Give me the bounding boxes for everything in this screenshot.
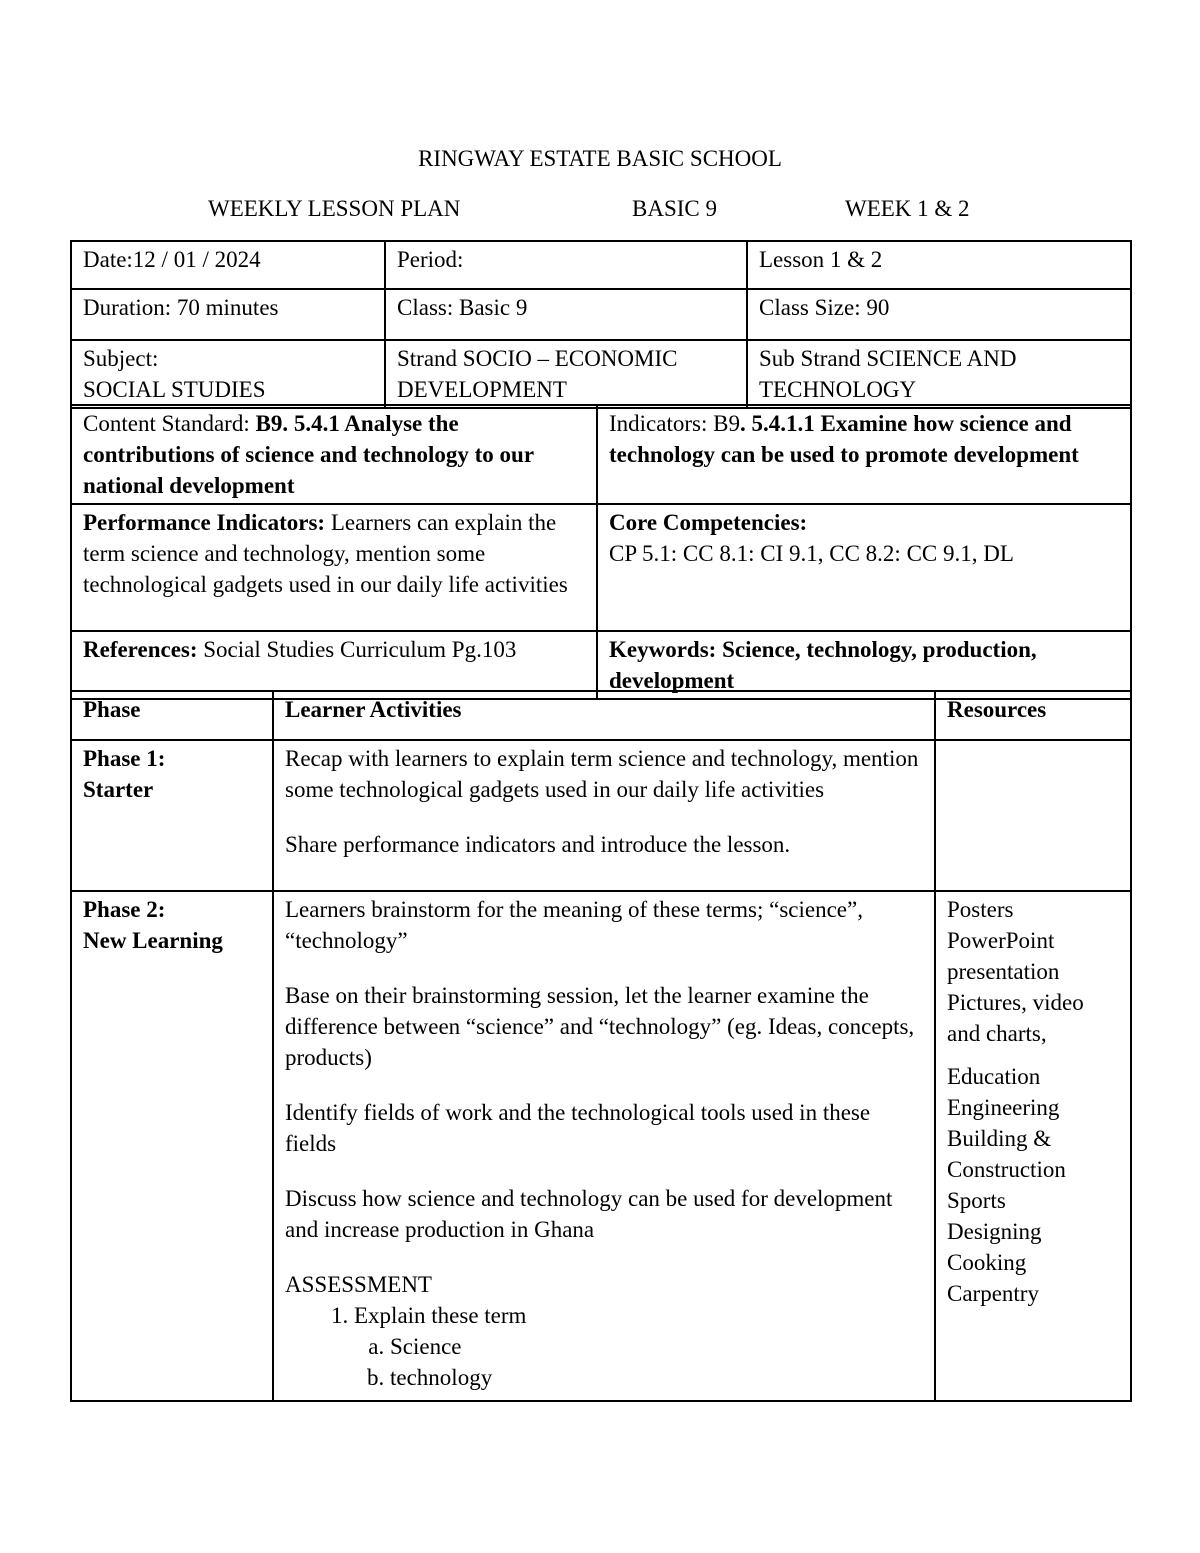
date-cell: Date:12 / 01 / 2024 bbox=[71, 241, 385, 289]
core-competencies-label: Core Competencies: bbox=[609, 510, 808, 535]
references-cell bbox=[71, 631, 597, 699]
resource-item: Building & Construction bbox=[947, 1126, 1066, 1182]
references-label: References: bbox=[83, 637, 198, 662]
plan-title: WEEKLY LESSON PLAN bbox=[208, 196, 461, 221]
resource-item: Posters bbox=[947, 897, 1014, 922]
activities-header: Learner Activities bbox=[273, 691, 935, 740]
phase2-activity: Discuss how science and technology can be used for development and increase production in Ghana bbox=[285, 1186, 893, 1242]
lesson-cell: Lesson 1 & 2 bbox=[747, 241, 1131, 289]
indicators-cell bbox=[597, 405, 1131, 504]
standards-table bbox=[70, 404, 1132, 700]
phase2-subtitle: New Learning bbox=[83, 928, 223, 953]
core-competencies-cell bbox=[597, 504, 1131, 631]
assessment-list bbox=[285, 1300, 924, 1393]
class-cell: Class: Basic 9 bbox=[385, 289, 747, 340]
subject-label: Subject: bbox=[83, 346, 159, 371]
performance-indicators-cell bbox=[71, 504, 597, 631]
phase2-cell bbox=[71, 891, 273, 1401]
phase1-cell bbox=[71, 740, 273, 891]
phase2-activities-cell bbox=[273, 891, 935, 1401]
phase1-subtitle: Starter bbox=[83, 777, 154, 802]
phase2-activity: Learners brainstorm for the meaning of these terms; “science”, “technology” bbox=[285, 897, 863, 953]
content-standard-cell bbox=[71, 405, 597, 504]
period-cell: Period: bbox=[385, 241, 747, 289]
assessment-question-text: Explain these term bbox=[354, 1303, 527, 1328]
phase1-title: Phase 1: bbox=[83, 746, 166, 771]
resource-item: PowerPoint presentation bbox=[947, 928, 1060, 984]
phase1-resources-cell bbox=[935, 740, 1131, 891]
resources-header: Resources bbox=[935, 691, 1131, 740]
phase2-activity: Identify fields of work and the technological tools used in these fields bbox=[285, 1100, 871, 1156]
content-standard-value: B9. 5.4.1 Analyse the contributions of science and technology to our national development bbox=[83, 411, 534, 498]
strand-cell: Strand SOCIO – ECONOMIC DEVELOPMENT bbox=[385, 340, 747, 408]
resource-item: Carpentry bbox=[947, 1281, 1039, 1306]
content-standard-label: Content Standard: bbox=[83, 411, 256, 436]
assessment-subitem: b. technology bbox=[390, 1362, 924, 1393]
resource-item: Engineering bbox=[947, 1095, 1060, 1120]
phase-header: Phase bbox=[71, 691, 273, 740]
assessment-question bbox=[354, 1300, 924, 1393]
class-size-cell: Class Size: 90 bbox=[747, 289, 1131, 340]
duration-cell: Duration: 70 minutes bbox=[71, 289, 385, 340]
phase2-resources-cell bbox=[935, 891, 1131, 1401]
plan-class: BASIC 9 bbox=[632, 196, 717, 221]
phases-table bbox=[70, 690, 1132, 1402]
assessment-subitem: a. Science bbox=[390, 1331, 924, 1362]
phase1-activity: Share performance indicators and introduce the lesson. bbox=[285, 832, 791, 857]
phase1-activities-cell bbox=[273, 740, 935, 891]
phase1-activity: Recap with learners to explain term science and technology, mention some technological gadgets used in our daily life activities bbox=[285, 746, 919, 802]
phase2-title: Phase 2: bbox=[83, 897, 166, 922]
subject-cell bbox=[71, 340, 385, 408]
performance-indicators-label: Performance Indicators: bbox=[83, 510, 326, 535]
plan-week: WEEK 1 & 2 bbox=[845, 196, 970, 221]
references-value: Social Studies Curriculum Pg.103 bbox=[197, 637, 517, 662]
sub-strand-cell: Sub Strand SCIENCE AND TECHNOLOGY bbox=[747, 340, 1131, 408]
school-name: RINGWAY ESTATE BASIC SCHOOL bbox=[418, 146, 782, 171]
indicators-label: Indicators: B9 bbox=[609, 411, 740, 436]
resource-item: Education bbox=[947, 1064, 1041, 1089]
indicators-value: . 5.4.1.1 Examine how science and technology can be used to promote development bbox=[609, 411, 1079, 467]
core-competencies-value: CP 5.1: CC 8.1: CI 9.1, CC 8.2: CC 9.1, DL bbox=[609, 541, 1014, 566]
performance-indicators-value: Learners can explain the term science and technology, mention some technological gadgets used in our daily life activities bbox=[83, 510, 568, 597]
assessment-label: ASSESSMENT bbox=[285, 1272, 432, 1297]
phase2-activity: Base on their brainstorming session, let the learner examine the difference between “science” and “technology” (eg. Ideas, concepts, products) bbox=[285, 983, 915, 1070]
keywords-cell: Keywords: Science, technology, production, development bbox=[597, 631, 1131, 699]
assessment-subitems bbox=[354, 1331, 924, 1393]
resource-item: Designing bbox=[947, 1219, 1042, 1244]
resource-item: Sports bbox=[947, 1188, 1006, 1213]
resource-item: Cooking bbox=[947, 1250, 1027, 1275]
info-table bbox=[70, 240, 1132, 409]
subject-value: SOCIAL STUDIES bbox=[83, 377, 266, 402]
resource-item: Pictures, video and charts, bbox=[947, 990, 1084, 1046]
